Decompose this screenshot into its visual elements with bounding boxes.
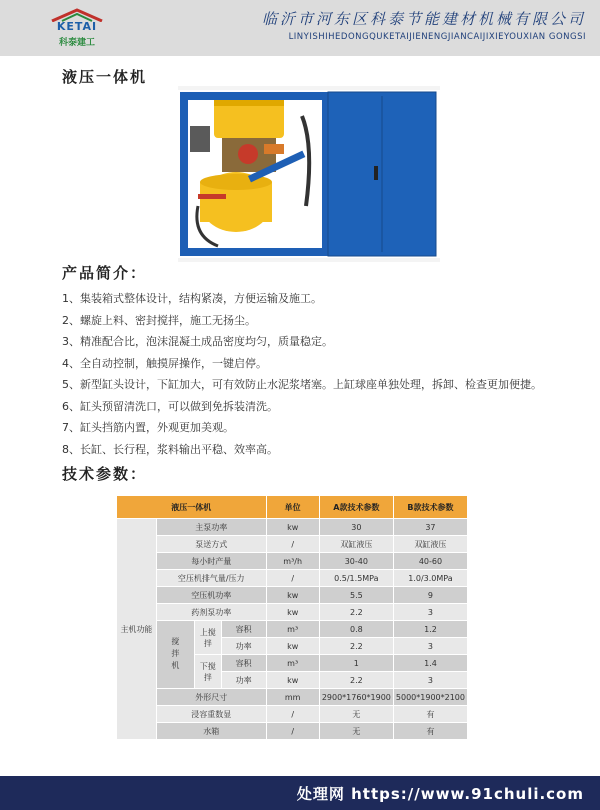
table-row <box>117 553 468 570</box>
param-b: 9 <box>393 587 467 604</box>
company-name-cn: 临沂市河东区科泰节能建材机械有限公司 <box>261 10 586 28</box>
param-b: 40-60 <box>393 553 467 570</box>
param-name: 空压机排气量/压力 <box>156 570 266 587</box>
param-a: 1 <box>319 655 393 672</box>
logo-text: KETAI <box>56 20 98 33</box>
param-unit: kw <box>266 587 319 604</box>
param-name: 水箱 <box>156 723 266 740</box>
table-row <box>117 570 468 587</box>
group-label-mixer: 搅拌机 <box>156 621 194 689</box>
header-cell: 单位 <box>266 496 319 519</box>
param-unit: / <box>266 570 319 587</box>
table-row <box>117 536 468 553</box>
param-a: 2.2 <box>319 672 393 689</box>
param-name: 主泵功率 <box>156 519 266 536</box>
param-unit: kw <box>266 519 319 536</box>
param-unit: m³ <box>266 621 319 638</box>
param-b: 1.4 <box>393 655 467 672</box>
param-unit: / <box>266 706 319 723</box>
param-unit: mm <box>266 689 319 706</box>
table-row <box>117 689 468 706</box>
table-row <box>117 706 468 723</box>
param-b: 有 <box>393 723 467 740</box>
param-name: 外形尺寸 <box>156 689 266 706</box>
page-footer <box>0 776 600 810</box>
group-label-upper: 上搅拌 <box>194 621 221 655</box>
list-item: 1、集装箱式整体设计，结构紧凑，方便运输及施工。 <box>62 292 322 305</box>
param-name: 药剂泵功率 <box>156 604 266 621</box>
machine-illustration <box>178 86 440 262</box>
param-name: 功率 <box>221 672 266 689</box>
param-a: 30 <box>319 519 393 536</box>
param-b: 有 <box>393 706 467 723</box>
param-name: 每小时产量 <box>156 553 266 570</box>
list-item: 7、缸头挡筋内置，外观更加美观。 <box>62 421 234 434</box>
param-b: 1.2 <box>393 621 467 638</box>
param-a: 0.5/1.5MPa <box>319 570 393 587</box>
spec-table <box>116 495 468 740</box>
header-cell: A款技术参数 <box>319 496 393 519</box>
table-row <box>117 587 468 604</box>
header-cell: B款技术参数 <box>393 496 467 519</box>
intro-title: 产品简介： <box>62 264 148 282</box>
list-item: 5、新型缸头设计，下缸加大，可有效防止水泥浆堵塞。上缸球座单独处理，拆卸、检查更加便捷。 <box>62 378 542 391</box>
list-item: 3、精准配合比，泡沫混凝土成品密度均匀，质量稳定。 <box>62 335 333 348</box>
param-name: 空压机功率 <box>156 587 266 604</box>
param-name: 容积 <box>221 655 266 672</box>
param-b: 双缸液压 <box>393 536 467 553</box>
list-item: 2、螺旋上料、密封搅拌，施工无扬尘。 <box>62 313 256 327</box>
param-b: 3 <box>393 672 467 689</box>
group-label-lower: 下搅拌 <box>194 655 221 689</box>
company-name-en: LINYISHIHEDONGQUKETAIJIENENGJIANCAIJIXIEYOUXIAN GONGSI <box>288 32 586 42</box>
param-unit: m³ <box>266 655 319 672</box>
param-name: 容积 <box>221 621 266 638</box>
param-name: 浸容重数显 <box>156 706 266 723</box>
footer-watermark[interactable]: 处理网 https://www.91chuli.com <box>296 785 584 803</box>
company-logo <box>42 6 112 52</box>
param-name: 功率 <box>221 638 266 655</box>
param-a: 0.8 <box>319 621 393 638</box>
param-unit: / <box>266 536 319 553</box>
page-header <box>0 0 600 56</box>
param-unit: m³/h <box>266 553 319 570</box>
list-item: 8、长缸、长行程，浆料输出平稳、效率高。 <box>62 442 278 456</box>
param-unit: kw <box>266 604 319 621</box>
logo-subtitle: 科泰建工 <box>58 38 95 48</box>
param-a: 无 <box>319 706 393 723</box>
list-item: 6、缸头预留清洗口，可以做到免拆装清洗。 <box>62 399 278 413</box>
param-unit: / <box>266 723 319 740</box>
param-a: 2.2 <box>319 604 393 621</box>
param-a: 30-40 <box>319 553 393 570</box>
header-cell: 液压一体机 <box>117 496 267 519</box>
param-b: 37 <box>393 519 467 536</box>
param-b: 3 <box>393 604 467 621</box>
param-a: 2.2 <box>319 638 393 655</box>
param-unit: kw <box>266 672 319 689</box>
spec-title: 技术参数： <box>62 465 148 483</box>
list-item: 4、全自动控制，触摸屏操作，一键启停。 <box>62 356 267 370</box>
table-row <box>117 621 468 638</box>
param-b: 3 <box>393 638 467 655</box>
feature-list <box>62 288 582 460</box>
product-title: 液压一体机 <box>62 68 148 86</box>
param-a: 双缸液压 <box>319 536 393 553</box>
product-photo <box>178 86 440 262</box>
group-label-main: 主机功能 <box>117 519 157 740</box>
param-name: 泵送方式 <box>156 536 266 553</box>
param-a: 2900*1760*1900 <box>319 689 393 706</box>
param-b: 1.0/3.0MPa <box>393 570 467 587</box>
table-header-row <box>117 496 468 519</box>
param-unit: kw <box>266 638 319 655</box>
param-b: 5000*1900*2100 <box>393 689 467 706</box>
param-a: 5.5 <box>319 587 393 604</box>
table-row <box>117 604 468 621</box>
param-a: 无 <box>319 723 393 740</box>
table-row <box>117 519 468 536</box>
table-row <box>117 723 468 740</box>
